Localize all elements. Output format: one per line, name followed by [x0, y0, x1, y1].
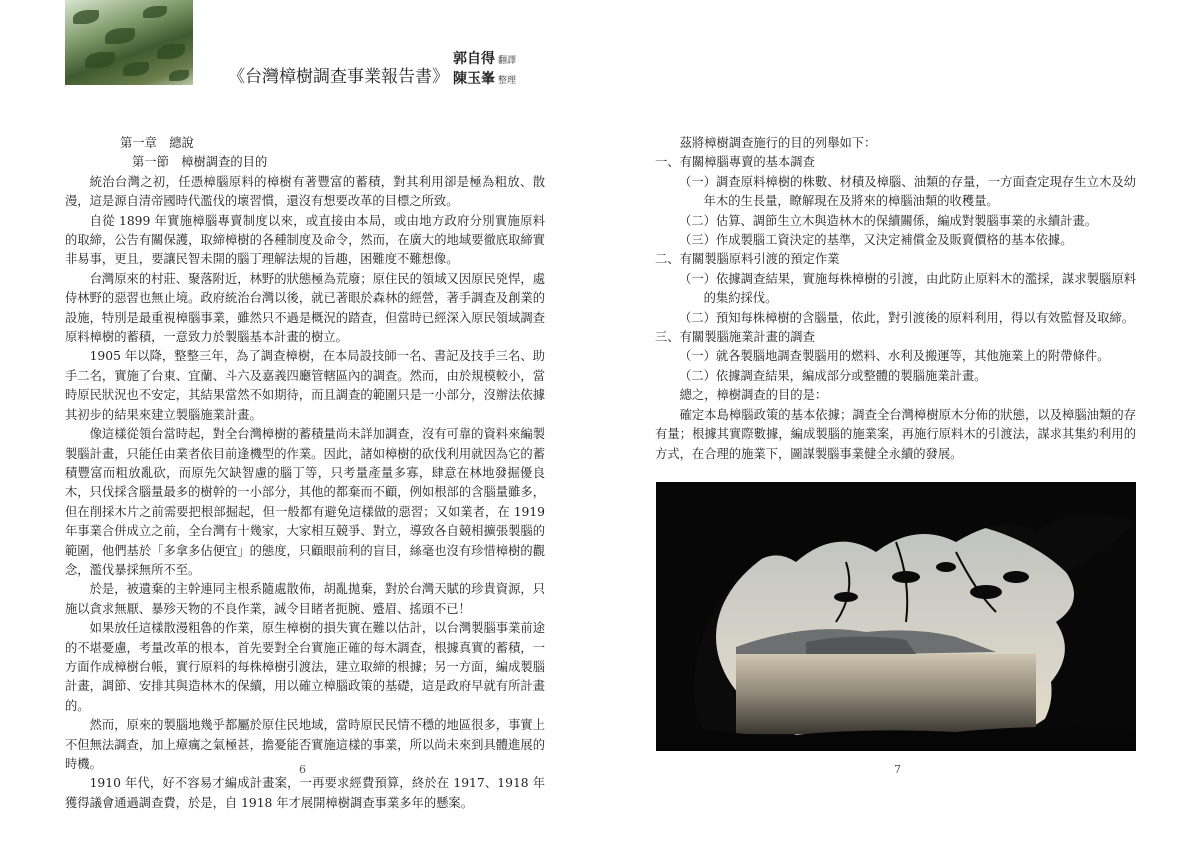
editor-credit — [453, 68, 516, 88]
paragraph: 如果放任這樣散漫粗魯的作業，原生樟樹的損失實在難以估計，以台灣製腦事業前途的不堪憂慮，考量改革的根本，首先要對全台實施正確的每木調查，根據真實的蓄積，一方面作成樟樹台帳，實行原料的每株樟樹引渡法，建立取締的根據；另一方面，編成製腦計畫，調節、安排其與造林木的保續，用以確立樟腦政策的基礎，這是政府早就有所計畫的。 — [65, 621, 545, 713]
translator-name: 郭自得 — [453, 51, 495, 67]
list-item: （二）依據調查結果，編成部分或整體的製腦施業計畫。 — [679, 368, 987, 383]
editor-name: 陳玉峯 — [453, 71, 495, 87]
document-title: 《台灣樟樹調查事業報告書》 — [228, 67, 449, 87]
editor-role: 整理 — [498, 76, 517, 86]
paragraph: 1910 年代，好不容易才編成計畫案，一再要求經費預算，終於在 1917、1918 年獲得議會通過調查費，於是，自 1918 年才展開樟樹調查事業多年的懸案。 — [65, 776, 545, 810]
paragraph: 台灣原來的村莊、聚落附近，林野的狀態極為荒廢；原住民的領域又因原民兇悍，處侍林野的惡習也無止境。政府統治台灣以後，就已著眼於森林的經營，著手調查及創業的設施，特別是最重視樟腦事業，雖然只不過是概況的踏查，但當時已經深入原民領域調查原料樟樹的蓄積，一意致力於製腦基本計畫的樹立。 — [65, 271, 545, 345]
list-item: （二）估算、調節生立木與造林木的保續關係，編成對製腦事業的永續計畫。 — [679, 213, 1098, 228]
paragraph: 然而，原來的製腦地幾乎都屬於原住民地域，當時原民民情不穩的地區很多，事實上不但無法調查，加上瘴癘之氣極甚，擔憂能否實施這樣的事業，所以尚未來到具體進展的時機。 — [65, 718, 545, 771]
lake-scene-illustration — [656, 482, 1136, 751]
paragraph: 自從 1899 年實施樟腦專賣制度以來，或直接由本局，或由地方政府分別實施原料的取締，公告有關保護，取締樟樹的各種制度及命令，然而，在廣大的地域要徹底取締實非易事，更且，要讓民智未開的腦丁理解法規的旨趣，困難度不難想像。 — [65, 213, 545, 267]
right-page — [600, 0, 1200, 845]
list-item: （一）就各製腦地調查製腦用的燃料、水利及搬運等，其他施業上的附帶條件。 — [679, 349, 1110, 364]
list-heading: 三、有關製腦施業計畫的調查 — [655, 330, 815, 345]
list-item: （二）預知每株樟樹的含腦量，依此，對引渡後的原料利用，得以有效監督及取締。 — [679, 310, 1134, 325]
paragraph: 1905 年以降，整整三年，為了調查樟樹，在本局設技師一名、書記及技手三名、助手二名，實施了台東、宜蘭、斗六及嘉義四廳管轄區內的調查。然而，由於規模較小，當時原民狀況也不安定，其結果當然不如期待，而且調查的範圍只是一小部分，沒辦法依據其初步的結果來建立製腦施業計畫。 — [65, 349, 545, 422]
paragraph: 於是，被遺棄的主幹連同主根系隨處散佈，胡亂拋棄，對於台灣天賦的珍貴資源，只施以貪求無厭、暴殄天物的不良作業，誠令目睹者扼腕、蹙眉、搖頭不已！ — [65, 582, 545, 616]
list-item: （三）作成製腦工資決定的基準，又決定補償金及販賣價格的基本依據。 — [679, 233, 1073, 248]
section-heading: 第一節 樟樹調查的目的 — [132, 155, 268, 170]
summary-paragraph: 確定本島樟腦政策的基本依據；調查全台灣樟樹原木分佈的狀態，以及樟腦油類的存有量；根據其實際數據，編成製腦的施業案，再施行原料木的引渡法，謀求其集約利用的方式，在合理的施業下，圖謀製腦事業健全永續的發展。 — [655, 407, 1136, 461]
list-heading: 一、有關樟腦專賣的基本調查 — [655, 155, 815, 170]
translator-role: 翻譯 — [498, 56, 517, 66]
header-tree-photo — [65, 0, 193, 85]
list-heading: 二、有關製腦原料引渡的預定作業 — [655, 252, 840, 267]
chapter-heading: 第一章 總說 — [120, 136, 194, 150]
list-item: （一）依據調查結果，實施每株樟樹的引渡，由此防止原料木的濫採，謀求製腦原料的集約採伐。 — [679, 271, 1136, 306]
left-body-text — [65, 134, 545, 813]
summary-line: 總之，樟樹調查的目的是： — [679, 388, 828, 403]
right-body-text — [655, 134, 1136, 464]
lake-photo — [656, 482, 1136, 751]
paragraph: 像這樣從領台當時起，對全台灣樟樹的蓄積量尚未詳加調查，沒有可靠的資料來編製製腦計畫，只能任由業者依目前逢機型的作業。因此，諸如樟樹的砍伐利用就因為它的蓄積豐富而粗放亂砍，而原先欠缺智慮的腦丁等，只考量產量多寡，肆意在林地發掘優良木，只伐採含腦量最多的樹幹的一小部分，其他的都棄而不顧，例如根部的含腦量雖多，但在削採木片之前需要把根部掘起，但一般都有避免這樣做的惡習；又如業者，在 1919 年事業合併成立之前，全台灣有十幾家，大家相互競爭、對立，導致各自競相擴張製腦的範圍，他們基於「多拿多佔便宜」的態度，只顧眼前利的盲目，絲毫也沒有珍惜樟樹的觀念，濫伐暴採無所不至。 — [65, 427, 545, 577]
intro-line: 茲將樟樹調查施行的目的列舉如下： — [679, 136, 877, 150]
page-number-right: 7 — [894, 763, 901, 776]
page-number-left: 6 — [299, 763, 306, 776]
paragraph: 統治台灣之初，任憑樟腦原料的樟樹有著豐富的蓄積，對其利用卻是極為粗放、散漫，這是源自清帝國時代濫伐的壞習慣，還沒有想要改革的目標之所致。 — [65, 174, 545, 209]
list-item: （一）調查原料樟樹的株數、材積及樟腦、油類的存量，一方面查定現存生立木及幼年木的生長量，瞭解現在及將來的樟腦油類的收穫量。 — [679, 174, 1136, 209]
translator-credit — [453, 48, 516, 68]
